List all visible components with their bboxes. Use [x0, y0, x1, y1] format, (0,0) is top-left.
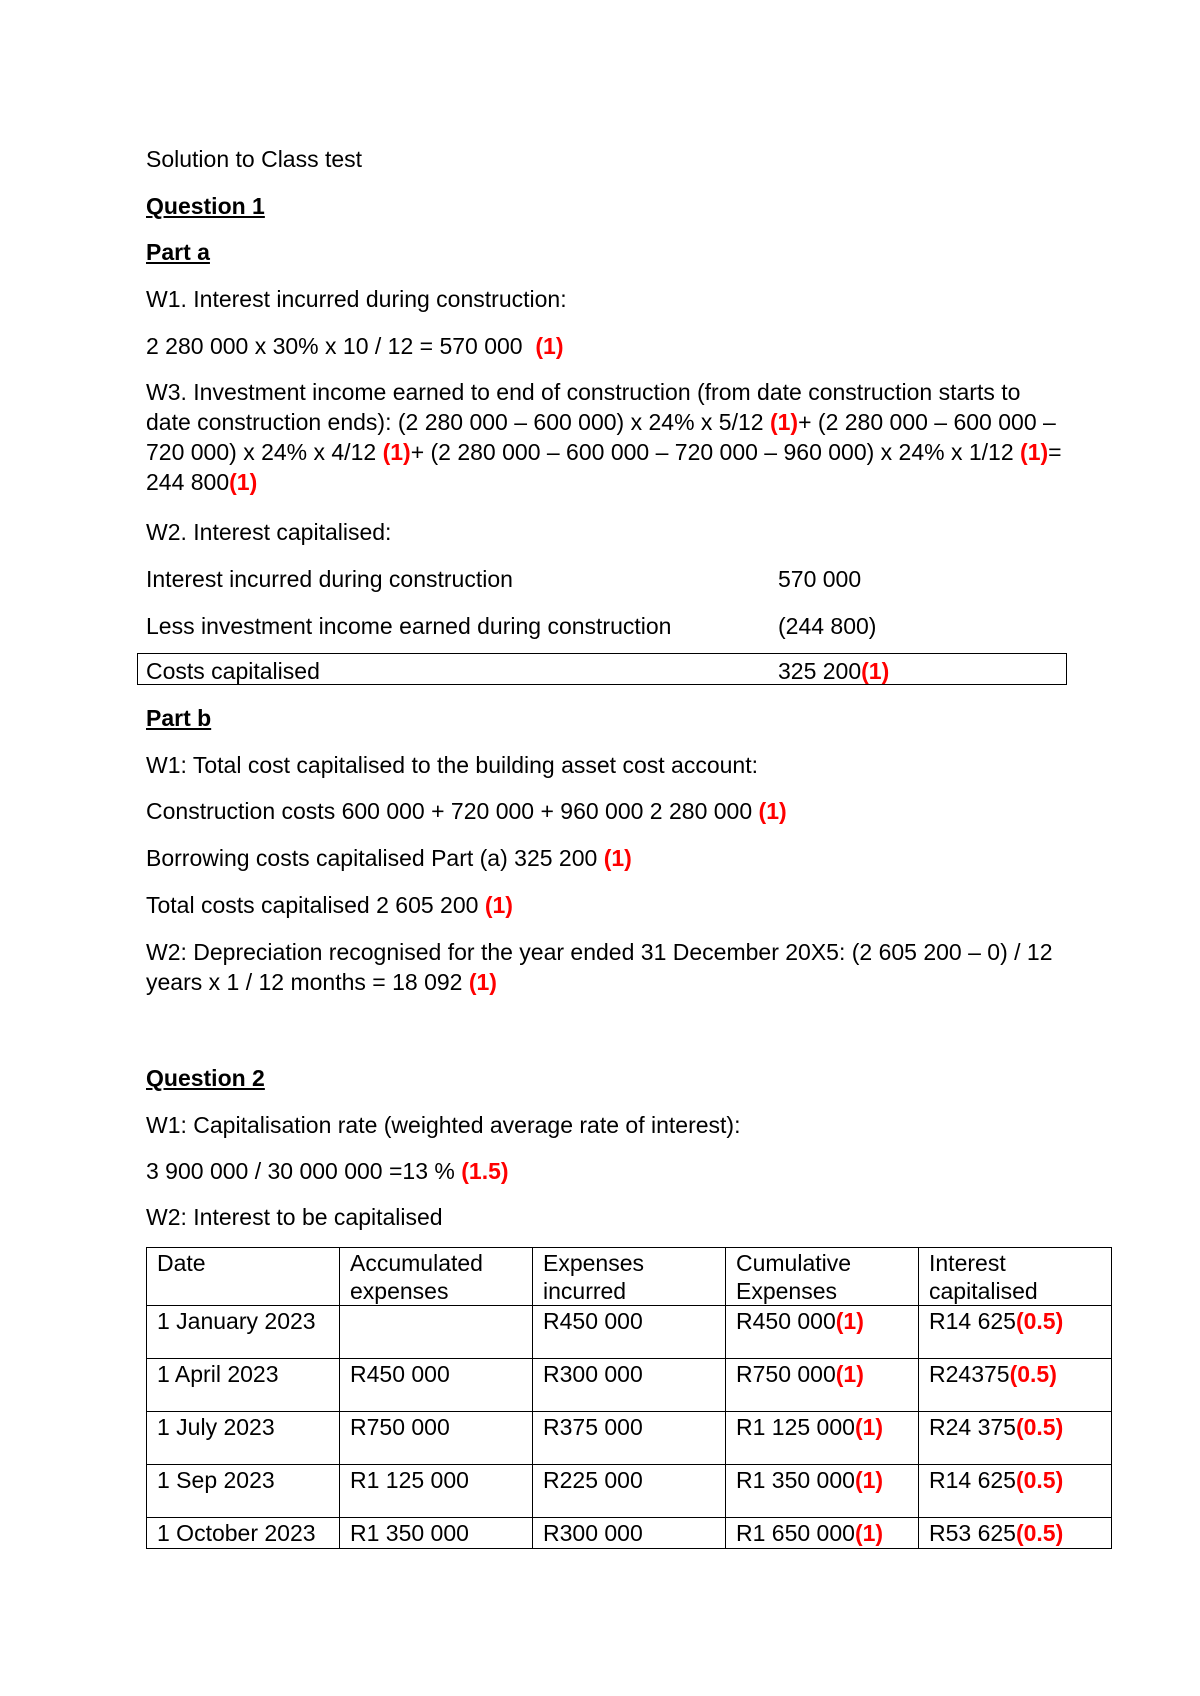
- question-1-heading: Question 1: [146, 193, 265, 219]
- cell-value: R14 625: [929, 1467, 1016, 1493]
- line-text: Borrowing costs capitalised Part (a) 325 200: [146, 845, 604, 871]
- mark: (1): [229, 469, 258, 495]
- accumulated-cell: R750 000: [340, 1412, 533, 1465]
- part-a-heading: Part a: [146, 239, 210, 265]
- cell-value: R750 000: [736, 1361, 836, 1387]
- interest-cell: [919, 1465, 1112, 1518]
- w1-interest-calc: [146, 331, 564, 361]
- table-row: [147, 1518, 1112, 1549]
- interest-cell: [919, 1359, 1112, 1412]
- date-cell: 1 January 2023: [147, 1306, 340, 1359]
- mark: (1): [854, 1520, 884, 1546]
- date-cell: 1 July 2023: [147, 1412, 340, 1465]
- w2-interest-capitalised-label: W2. Interest capitalised:: [146, 519, 392, 545]
- w3-text-1: W3. Investment income earned to end of construction (from date construction starts to date construction ends): (2 280 000 – 600 000) x 24% x 5/12: [146, 379, 1021, 435]
- cell-value: R24 375: [929, 1414, 1016, 1440]
- mark: (1): [854, 1467, 884, 1493]
- incurred-cell: R300 000: [533, 1518, 726, 1549]
- mark: (1): [484, 892, 513, 918]
- incurred-cell: R225 000: [533, 1465, 726, 1518]
- header-cell: Interest capitalised: [919, 1248, 1112, 1306]
- cumulative-cell: [726, 1412, 919, 1465]
- accumulated-cell: R1 350 000: [340, 1518, 533, 1549]
- construction-costs-line: [146, 796, 787, 826]
- table-row: [147, 1465, 1112, 1518]
- row-label: Less investment income earned during construction: [146, 613, 672, 639]
- mark: (1): [854, 1414, 884, 1440]
- mark: (1): [1020, 439, 1049, 465]
- mark: (0.5): [1015, 1308, 1064, 1334]
- mark: (1): [535, 333, 564, 359]
- date-cell: 1 April 2023: [147, 1359, 340, 1412]
- header-cell: Expenses incurred: [533, 1248, 726, 1306]
- mark: (1): [758, 798, 787, 824]
- cumulative-cell: [726, 1518, 919, 1549]
- table-row: [147, 1359, 1112, 1412]
- cell-value: R53 625: [929, 1520, 1016, 1546]
- date-cell: 1 October 2023: [147, 1518, 340, 1549]
- row-label: Interest incurred during construction: [146, 566, 513, 592]
- incurred-cell: R300 000: [533, 1359, 726, 1412]
- w3-text-4: = 244 800: [146, 439, 1062, 495]
- header-cell: Accumulated expenses: [340, 1248, 533, 1306]
- incurred-cell: R450 000: [533, 1306, 726, 1359]
- mark: (1): [835, 1308, 864, 1334]
- document-title: Solution to Class test: [146, 146, 363, 172]
- cumulative-cell: [726, 1306, 919, 1359]
- interest-schedule-table: [146, 1247, 1112, 1549]
- row-amount: (244 800): [778, 613, 877, 639]
- cell-value: R1 650 000: [736, 1520, 855, 1546]
- cell-value: R1 350 000: [736, 1467, 855, 1493]
- mark: (1): [861, 658, 890, 684]
- cumulative-cell: [726, 1465, 919, 1518]
- line-text: W2: Depreciation recognised for the year ended 31 December 20X5: (2 605 200 – 0) / 12 years x 1 / 12 months = 18 092: [146, 939, 1053, 995]
- w3-investment-income: [146, 377, 1066, 497]
- accumulated-cell: [340, 1306, 533, 1359]
- borrowing-costs-line: [146, 843, 632, 873]
- cell-value: R1 125 000: [736, 1414, 855, 1440]
- line-text: Construction costs 600 000 + 720 000 + 960 000 2 280 000: [146, 798, 759, 824]
- row-amount: 325 200: [778, 658, 862, 684]
- q2-w2-label: W2: Interest to be capitalised: [146, 1204, 443, 1230]
- part-b-heading: Part b: [146, 705, 212, 731]
- depreciation-line: [146, 937, 1066, 997]
- w3-text-3: + (2 280 000 – 600 000 – 720 000 – 960 000) x 24% x 1/12: [410, 439, 1021, 465]
- interest-cell: [919, 1518, 1112, 1549]
- line-text: Total costs capitalised 2 605 200: [146, 892, 485, 918]
- q2-w1-calc: [146, 1156, 509, 1186]
- interest-cell: [919, 1412, 1112, 1465]
- mark: (1): [769, 409, 799, 435]
- mark: (0.5): [1009, 1361, 1057, 1387]
- cumulative-cell: [726, 1359, 919, 1412]
- mark: (1): [468, 969, 497, 995]
- mark: (1): [835, 1361, 864, 1387]
- table-row: [147, 1306, 1112, 1359]
- costs-capitalised-amount: [778, 656, 889, 686]
- header-cell: Cumulative Expenses: [726, 1248, 919, 1306]
- w1-interest-label: W1. Interest incurred during construction:: [146, 286, 567, 312]
- incurred-cell: R375 000: [533, 1412, 726, 1465]
- w1-calc-text: 2 280 000 x 30% x 10 / 12 = 570 000: [146, 333, 523, 359]
- q2-w1-label: W1: Capitalisation rate (weighted average rate of interest):: [146, 1112, 741, 1138]
- w3-text-2: + (2 280 000 – 600 000 – 720 000) x 24% x 4/12: [146, 409, 1056, 465]
- total-costs-line: [146, 890, 513, 920]
- table-row: [147, 1412, 1112, 1465]
- mark: (1): [603, 845, 632, 871]
- mark: (0.5): [1015, 1467, 1064, 1493]
- mark: (0.5): [1015, 1414, 1064, 1440]
- accumulated-cell: R450 000: [340, 1359, 533, 1412]
- line-text: 3 900 000 / 30 000 000 =13 %: [146, 1158, 462, 1184]
- row-label: Costs capitalised: [146, 658, 320, 684]
- mark: (1): [382, 439, 411, 465]
- accumulated-cell: R1 125 000: [340, 1465, 533, 1518]
- header-cell: Date: [147, 1248, 340, 1306]
- cell-value: R14 625: [929, 1308, 1016, 1334]
- interest-cell: [919, 1306, 1112, 1359]
- date-cell: 1 Sep 2023: [147, 1465, 340, 1518]
- mark: (1.5): [461, 1158, 509, 1184]
- cell-value: R450 000: [736, 1308, 836, 1334]
- cell-value: R24375: [929, 1361, 1010, 1387]
- question-2-heading: Question 2: [146, 1065, 265, 1091]
- mark: (0.5): [1015, 1520, 1064, 1546]
- row-amount: 570 000: [778, 566, 862, 592]
- part-b-w1-label: W1: Total cost capitalised to the building asset cost account:: [146, 752, 758, 778]
- table-header-row: [147, 1248, 1112, 1306]
